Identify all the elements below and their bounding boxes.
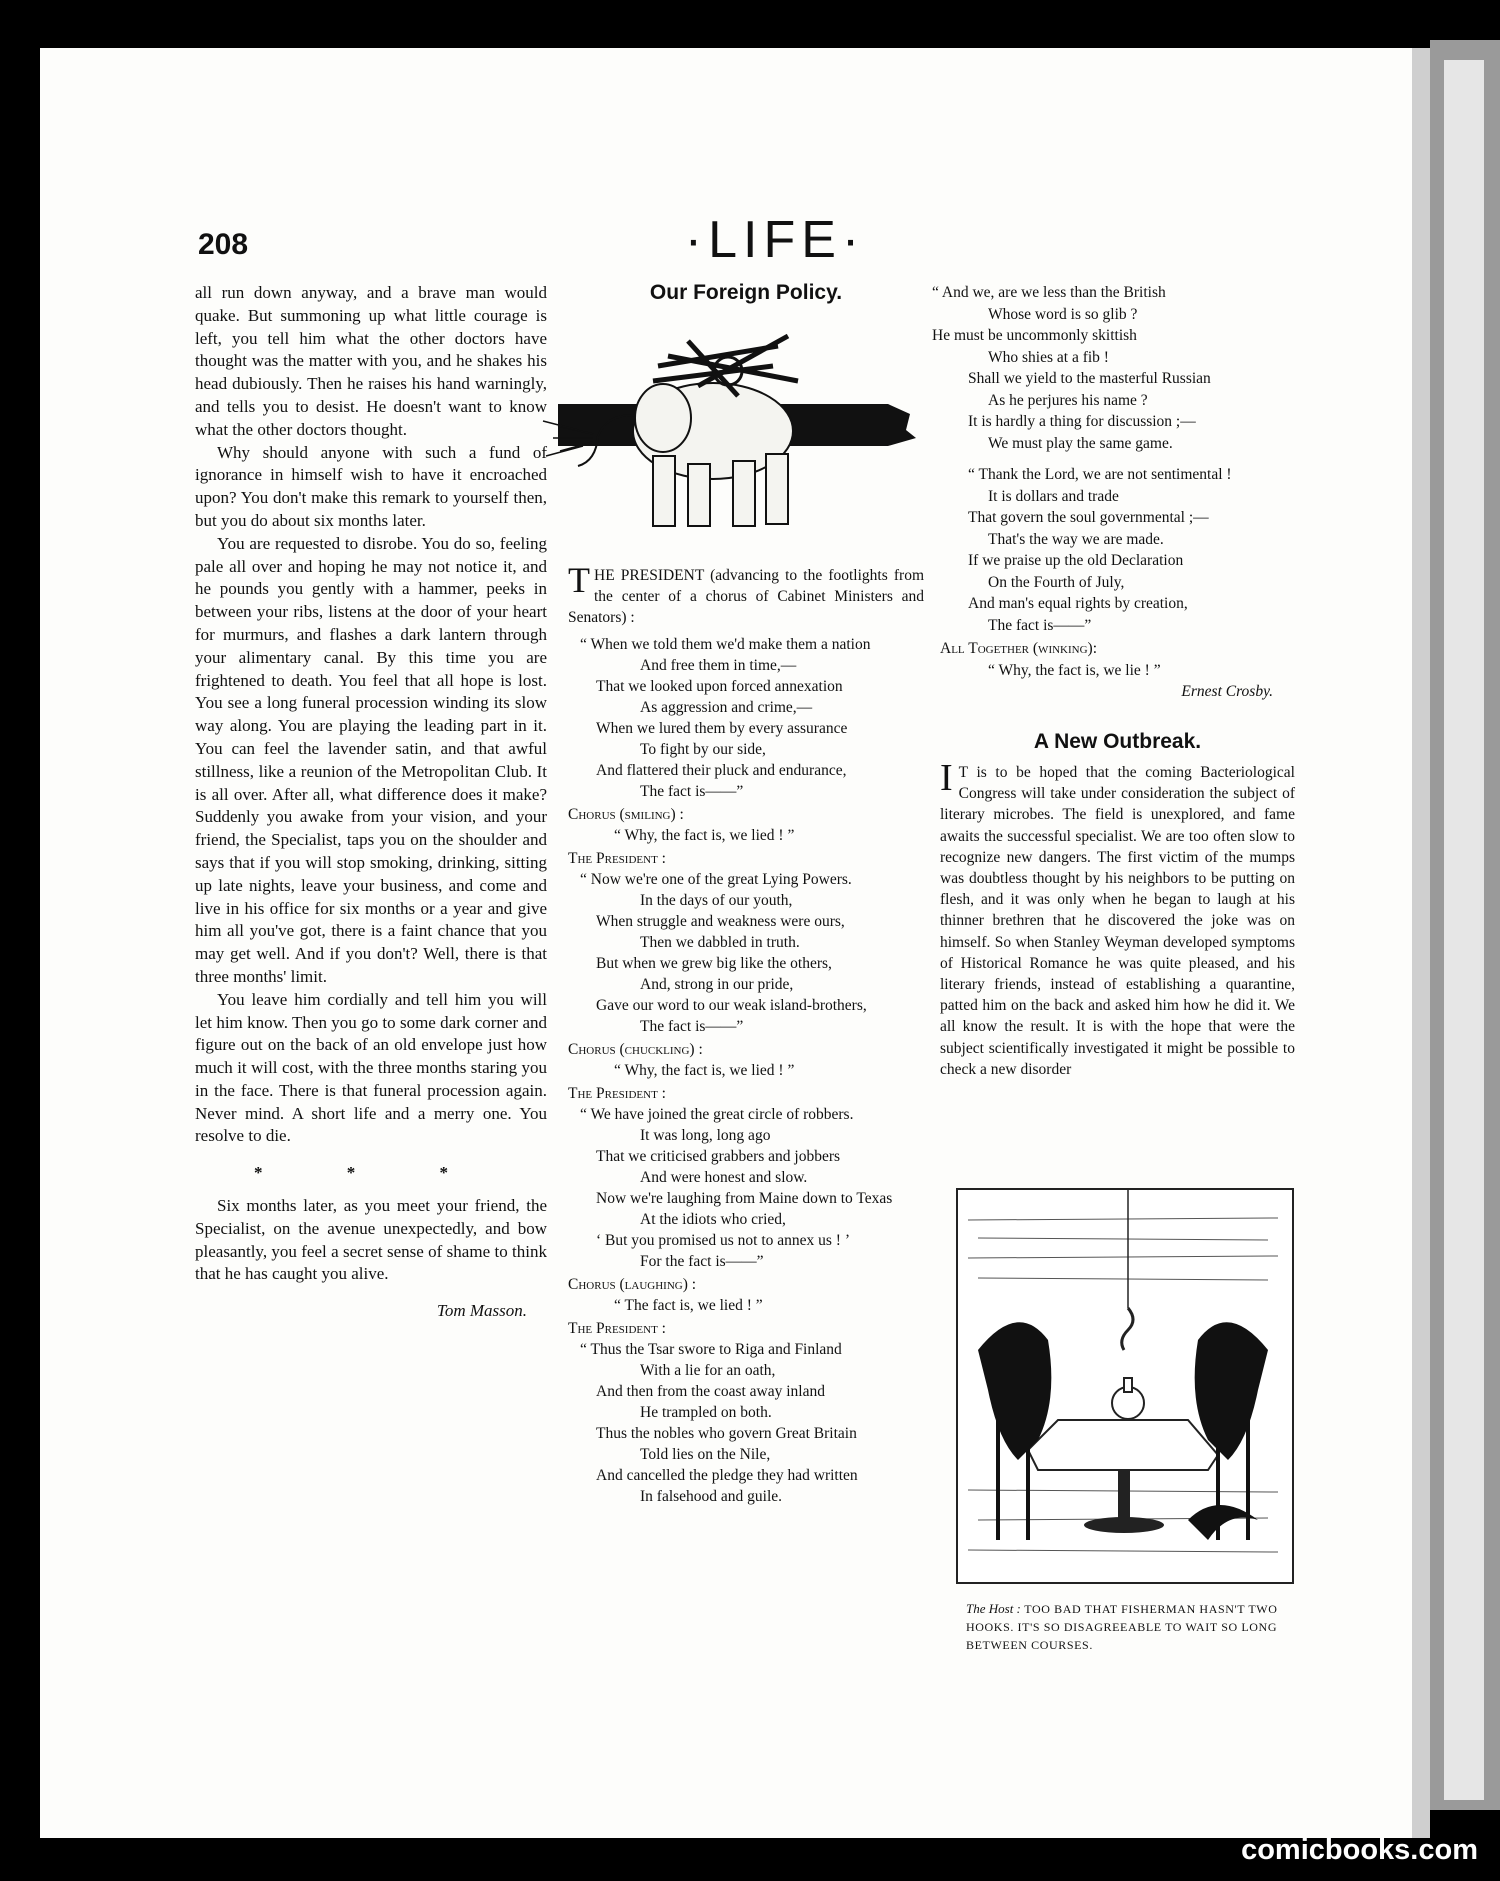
- verse-line: Told lies on the Nile,: [640, 1446, 771, 1463]
- verse-line: As aggression and crime,—: [640, 699, 813, 716]
- speaker-label: The President :: [568, 1320, 666, 1337]
- verse-line: And were honest and slow.: [640, 1169, 808, 1186]
- caption-speaker: The Host :: [966, 1601, 1021, 1616]
- verse-line: “ And we, are we less than the British: [932, 284, 1166, 301]
- verse-line: And, strong in our pride,: [640, 976, 794, 993]
- watermark: comicbooks.com: [1241, 1834, 1478, 1866]
- verse-line: Thus the nobles who govern Great Britain: [596, 1425, 857, 1442]
- verse-line: At the idiots who cried,: [640, 1211, 786, 1228]
- dolphins-dining-cartoon: [956, 1188, 1294, 1584]
- verse-line: Now we're laughing from Maine down to Texas: [596, 1190, 893, 1207]
- next-page-edge: [1444, 60, 1484, 1800]
- drop-cap: I: [940, 757, 953, 799]
- cartoon-caption: [966, 1600, 1306, 1654]
- poem-intro: [568, 560, 924, 628]
- verse-line: Shall we yield to the masterful Russian: [968, 370, 1211, 387]
- verse-line: He trampled on both.: [640, 1404, 772, 1421]
- masthead-title: ·LIFE·: [684, 211, 866, 269]
- verse-line: And free them in time,—: [640, 657, 797, 674]
- verse-line: It is dollars and trade: [988, 487, 1119, 505]
- illustration-space: [568, 303, 924, 555]
- verse-line: That we criticised grabbers and jobbers: [596, 1148, 841, 1165]
- verse-line: Who shies at a fib !: [988, 348, 1109, 366]
- speaker-label: Chorus (smiling) :: [568, 806, 684, 823]
- chorus-line: “ Why, the fact is, we lied ! ”: [614, 1062, 795, 1079]
- verse-line: Whose word is so glib ?: [988, 305, 1138, 323]
- verse-line: “ Thus the Tsar swore to Riga and Finland: [580, 1341, 842, 1358]
- speaker-label: Chorus (laughing) :: [568, 1276, 697, 1293]
- paragraph: all run down anyway, and a brave man would quake. But summoning up what little courage is left, you tell him what the other doctors have thought was the matter with you, and he shakes his head dubiously. Then he raises his hand warningly, and tells you to desist. He doesn't want to know what the other doctors thought.: [195, 283, 547, 439]
- verse-line: If we praise up the old Declaration: [968, 552, 1184, 569]
- poem-credit: Ernest Crosby.: [1181, 683, 1273, 700]
- verse-line: The fact is——”: [988, 616, 1092, 634]
- speaker-label: The President :: [568, 1085, 666, 1102]
- paragraph: You leave him cordially and tell him you will let him know. Then you go to some dark corner and figure out on the back of an old envelope just how much it will cost, with the three months staring you in the face. There is that funeral procession again. Never mind. A short life and a merry one. You resolve to die.: [195, 989, 547, 1146]
- drop-cap: T: [568, 560, 590, 600]
- verse-line: For the fact is——”: [640, 1253, 764, 1270]
- intro-text: HE PRESIDENT (advancing to the footlights from the center of a chorus of Cabinet Ministers and Senators) :: [568, 567, 924, 626]
- page-number: 208: [198, 228, 249, 261]
- verse-line: It was long, long ago: [640, 1127, 771, 1144]
- verse-line: The fact is——”: [640, 783, 744, 800]
- verse-line: Gave our word to our weak island-brothers,: [596, 997, 867, 1014]
- verse-line: And then from the coast away inland: [596, 1383, 825, 1400]
- paragraph: You are requested to disrobe. You do so, feeling pale all over and hoping he may not notice it, and he pounds you gently with a hammer, peeks in between your ribs, listens at the door of your heart for murmurs, and flashes a dark lantern through your alimentary canal. By this time you are frightened to death. You feel that all hope is lost. You see a long funeral procession winding its slow way along. You are playing the leading part in it. You can feel the lavender satin, and that awful stillness, like a reunion of the Metropolitan Club. It is all over. After all, what difference does it make? Suddenly you awake from your vision, and your friend, the Specialist, taps you on the shoulder and says that if you will stop smoking, drinking, sitting up late nights, leave your business, and come and live in his office for six months or a year and give him all you've got, there is a faint chance that you may get well. And if you don't? Well, there is that three months' limit.: [195, 533, 547, 986]
- chorus-line: “ Why, the fact is, we lie ! ”: [988, 661, 1161, 679]
- speaker-label: Chorus (chuckling) :: [568, 1041, 703, 1058]
- poem-title: Our Foreign Policy.: [649, 281, 843, 304]
- column-middle: [568, 282, 924, 1507]
- section-divider: * * *: [254, 1163, 488, 1183]
- speaker-label: The President :: [568, 850, 666, 867]
- verse-line: It is hardly a thing for discussion ;—: [968, 413, 1196, 430]
- column-right: [932, 282, 1295, 1080]
- chorus-line: “ The fact is, we lied ! ”: [614, 1297, 763, 1314]
- verse-line: In the days of our youth,: [640, 892, 793, 909]
- verse-line: With a lie for an oath,: [640, 1362, 776, 1379]
- verse-line: He must be uncommonly skittish: [932, 327, 1137, 344]
- verse-line: Then we dabbled in truth.: [640, 934, 800, 951]
- article-title: A New Outbreak.: [1033, 729, 1202, 753]
- verse-line: As he perjures his name ?: [988, 391, 1148, 409]
- verse-line: When we lured them by every assurance: [596, 720, 848, 737]
- verse-line: “ Thank the Lord, we are not sentimental !: [968, 466, 1232, 483]
- verse-line: ‘ But you promised us not to annex us ! ’: [596, 1232, 851, 1249]
- verse-line: To fight by our side,: [640, 741, 766, 758]
- verse-line: That we looked upon forced annexation: [596, 678, 843, 695]
- verse-line: “ We have joined the great circle of robbers.: [580, 1106, 854, 1123]
- article-text: T is to be hoped that the coming Bacteriological Congress will take under consideration the subject of literary microbes. The field is unexplored, and fame awaits the successful specialist. We are too often slow to recognize new dangers. The first victim of the mumps was doubtless thought by his neighbors to be putting on flesh, and it was only when he began to laugh at his thinner brethren that he discovered the joke was on himself. So when Stanley Weyman developed symptoms of Historical Romance he was quite pleased, and his literary friends, instead of establishing a quarantine, patted him on the back and asked him how he did it. We all know the result. It is with the hope that were the subject scientifically investigated it might be possible to check a new disorder: [940, 764, 1295, 1078]
- speaker-label: All Together (winking):: [940, 640, 1098, 657]
- verse-3: [568, 1104, 924, 1272]
- verse-line: But when we grew big like the others,: [596, 955, 832, 972]
- column-left: [195, 282, 547, 1323]
- verse-line: On the Fourth of July,: [988, 573, 1125, 591]
- chorus-line: “ Why, the fact is, we lied ! ”: [614, 827, 795, 844]
- verse-6: [940, 464, 1295, 636]
- verse-line: That govern the soul governmental ;—: [968, 509, 1209, 526]
- verse-line: And man's equal rights by creation,: [968, 595, 1188, 612]
- caption-text: TOO BAD THAT FISHERMAN HASN'T TWO HOOKS. IT'S SO DISAGREEABLE TO WAIT SO LONG BETWEEN COURSES.: [966, 1602, 1278, 1652]
- verse-4: [568, 1339, 924, 1507]
- verse-2: [568, 869, 924, 1037]
- verse-line: That's the way we are made.: [988, 530, 1164, 548]
- verse-line: And cancelled the pledge they had written: [596, 1467, 858, 1484]
- verse-line: In falsehood and guile.: [640, 1488, 783, 1505]
- verse-line: The fact is——”: [640, 1018, 744, 1035]
- verse-line: When struggle and weakness were ours,: [596, 913, 845, 930]
- verse-line: We must play the same game.: [988, 434, 1173, 452]
- article-body: [940, 757, 1295, 1080]
- paragraph: Six months later, as you meet your friend, the Specialist, on the avenue unexpectedly, and bow pleasantly, you feel a secret sense of shame to think that he has caught you alive.: [195, 1196, 547, 1284]
- verse-line: “ Now we're one of the great Lying Powers.: [580, 871, 852, 888]
- paragraph: Why should anyone with such a fund of ignorance in himself wish to have it encroached upon? You don't make this remark to yourself then, but you do about six months later.: [195, 442, 547, 530]
- verse-1: [568, 634, 924, 802]
- verse-line: “ When we told them we'd make them a nation: [580, 636, 871, 653]
- verse-5: [932, 282, 1295, 454]
- verse-line: And flattered their pluck and endurance,: [596, 762, 847, 779]
- author-signature: Tom Masson.: [436, 1301, 527, 1321]
